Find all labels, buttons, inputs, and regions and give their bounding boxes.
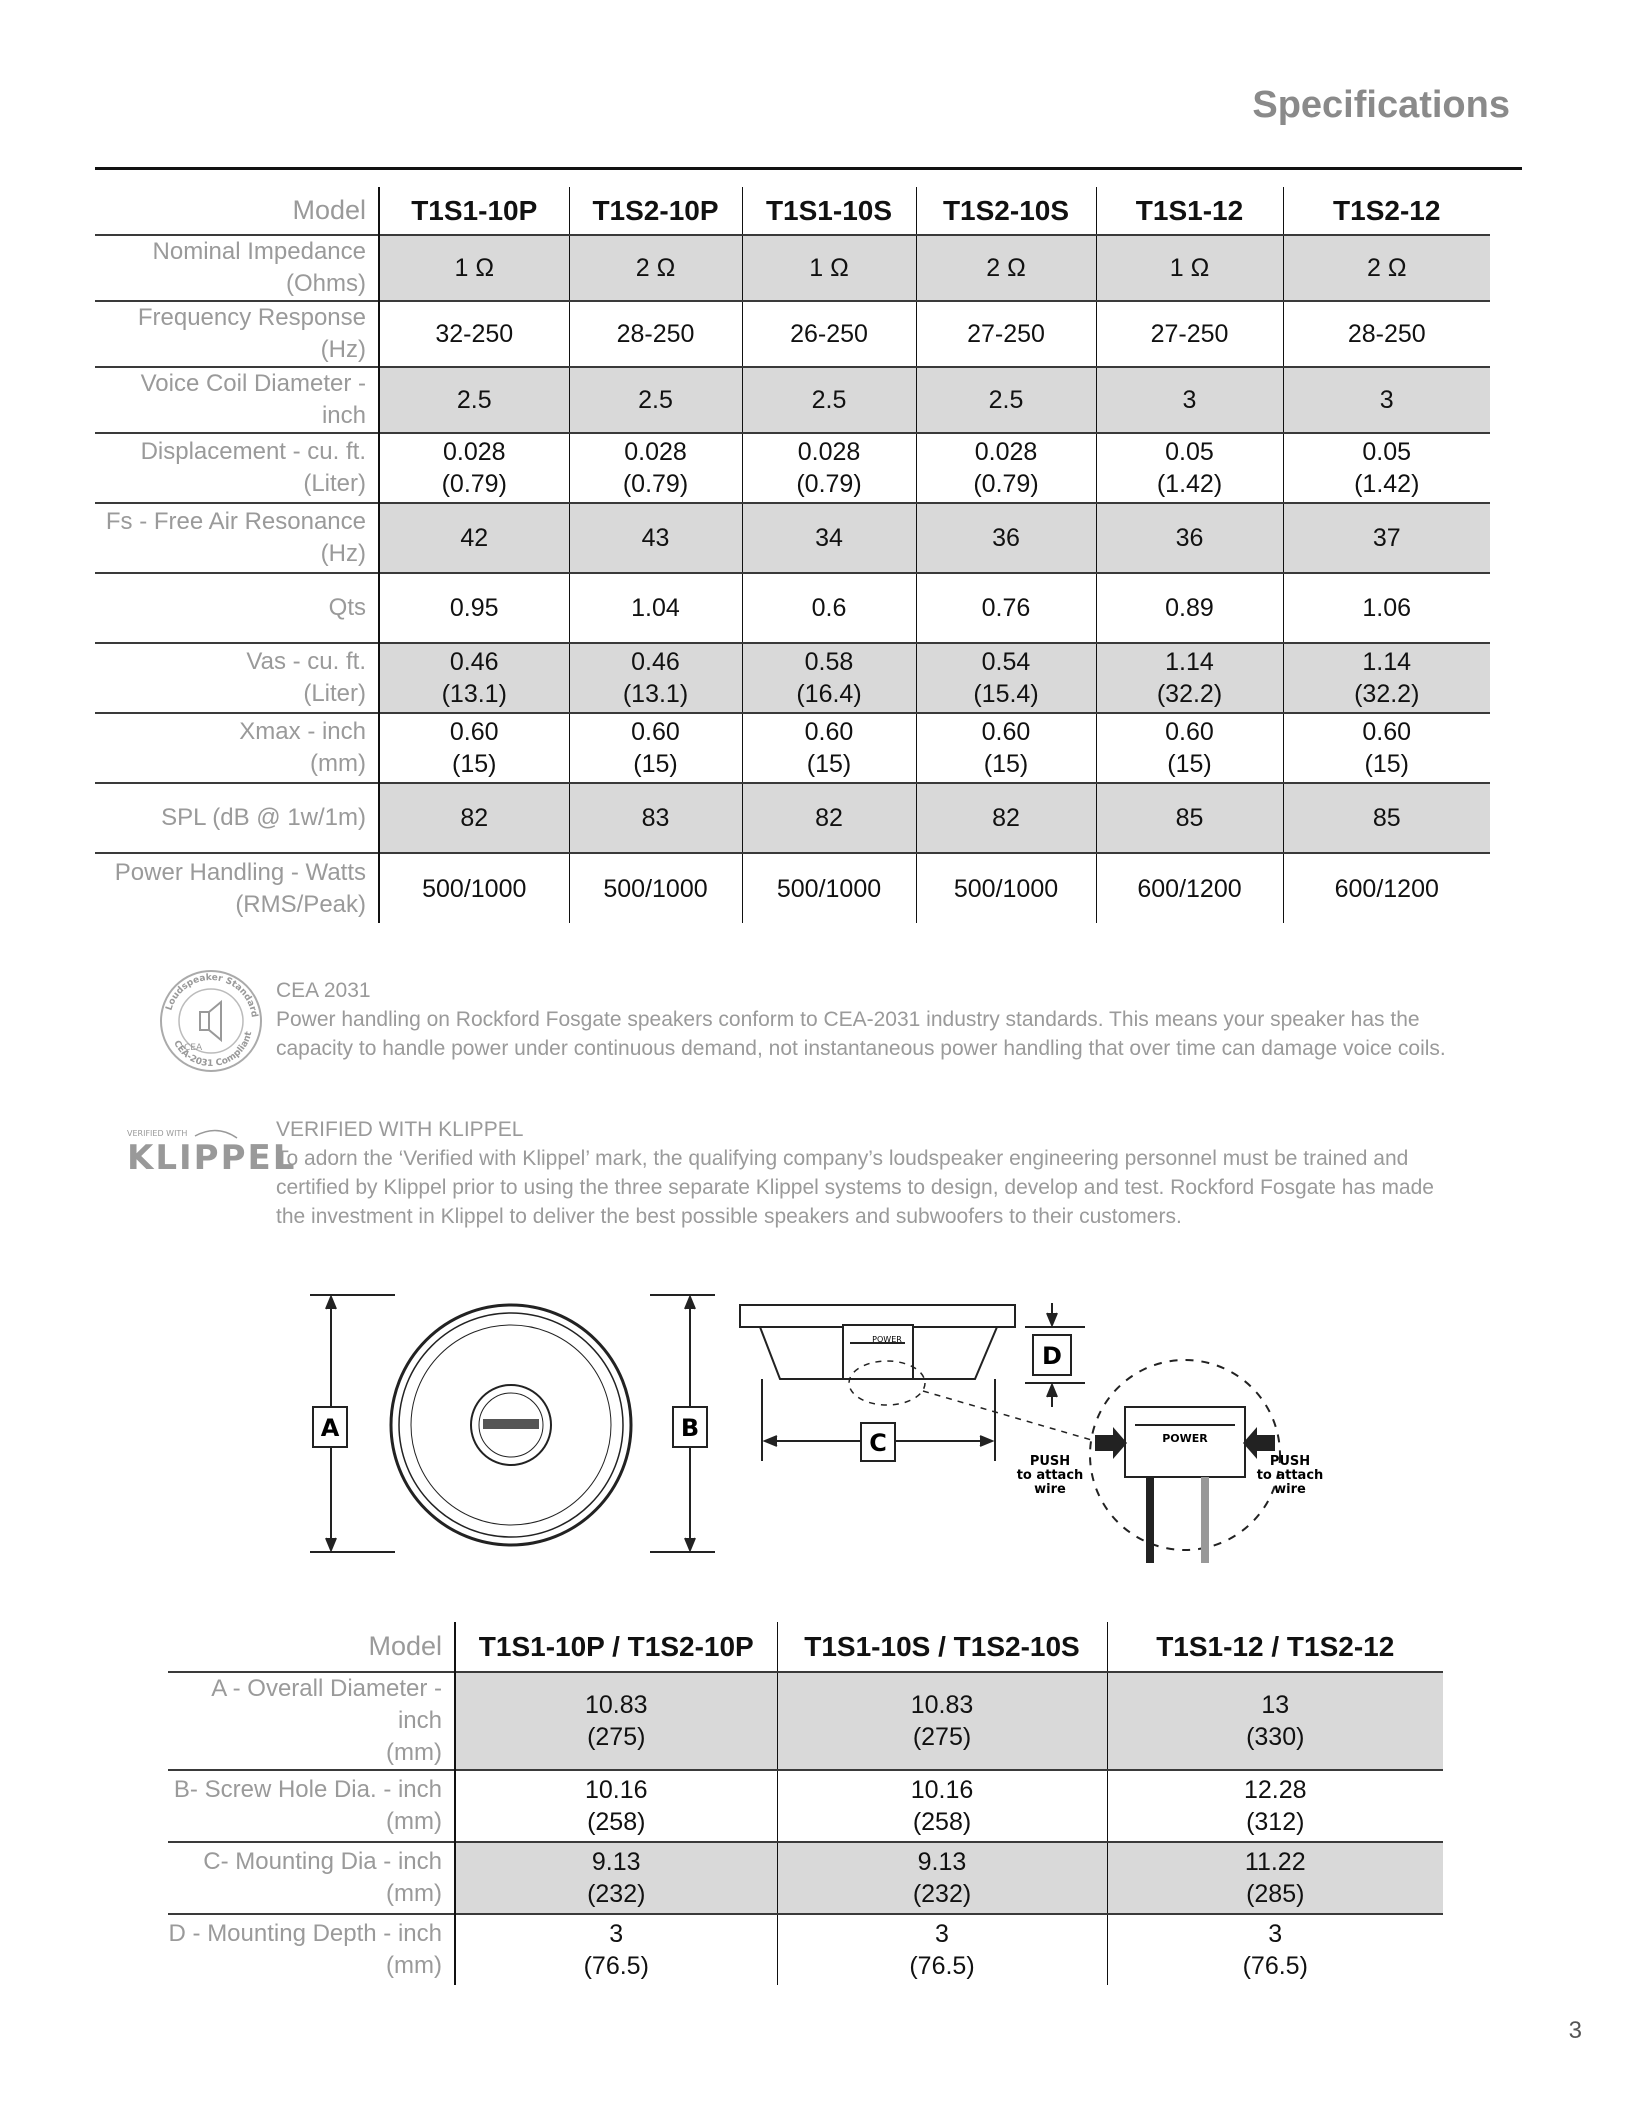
cell-value-line: 82 [460, 804, 489, 832]
table-cell [742, 503, 916, 573]
table-cell [916, 643, 1096, 713]
row-label-line: Fs - Free Air Resonance (Hz) [105, 508, 366, 567]
row-label [95, 853, 379, 923]
row-label [95, 235, 379, 301]
table-cell [1107, 1914, 1443, 1985]
cell-value-line: 3 [935, 1920, 949, 1948]
model-column-header: T1S2-12 [1283, 187, 1490, 235]
table-cell [1283, 573, 1490, 643]
table-cell [569, 433, 742, 503]
cell-value-line: (15) [806, 750, 852, 778]
row-label-line: C- Mounting Dia - inch [203, 1848, 442, 1875]
mounting-dimensions-diagram [305, 1295, 1345, 1575]
model-column-header: T1S2-10P [569, 187, 742, 235]
cell-value-line: 0.05 [1165, 438, 1214, 466]
table-cell [569, 367, 742, 433]
table-row [95, 367, 1490, 433]
klippel-logo [125, 1124, 297, 1180]
side-view-power-text: POWER [872, 1335, 902, 1344]
table-cell [1283, 503, 1490, 573]
cell-value-line: 500/1000 [422, 874, 527, 903]
table-cell [1096, 367, 1283, 433]
cell-value-line: (13.1) [441, 680, 507, 708]
row-label-line: Vas - cu. ft. [246, 648, 366, 675]
row-label-line: (mm) [386, 1808, 442, 1835]
row-label [95, 503, 379, 573]
model-column-header: T1S1-10P [379, 187, 569, 235]
row-label-line: Nominal Impedance (Ohms) [152, 238, 366, 297]
table-cell [777, 1842, 1107, 1914]
cell-value-line: 11.22 [1244, 1848, 1306, 1876]
page-title: Specifications [1252, 84, 1510, 126]
cell-value-line: 32-250 [435, 320, 514, 348]
cell-value-line: (0.79) [622, 470, 689, 498]
push-right-line2: to attach [1256, 1468, 1324, 1483]
cell-value-line: 42 [460, 524, 489, 552]
row-label [95, 713, 379, 783]
table-cell [916, 713, 1096, 783]
row-label [95, 433, 379, 503]
table-cell [742, 433, 916, 503]
cell-value-line: (15) [1364, 750, 1409, 778]
cea-note [276, 976, 1456, 1063]
row-label-line: Qts [328, 594, 366, 621]
table-cell [455, 1842, 777, 1914]
table-cell [1107, 1770, 1443, 1842]
cell-value-line: (232) [912, 1880, 972, 1908]
cell-value-line: (232) [587, 1880, 646, 1908]
cell-value-line: 1 Ω [809, 254, 849, 282]
row-label [168, 1842, 455, 1914]
cell-value-line: (13.1) [622, 680, 689, 708]
cell-value-line: 2 Ω [1366, 254, 1407, 282]
table-cell [1096, 783, 1283, 853]
row-label-line: Xmax - inch [239, 718, 366, 745]
table-cell [569, 503, 742, 573]
table-cell [1283, 713, 1490, 783]
row-label [95, 783, 379, 853]
row-label [168, 1770, 455, 1842]
dimension-b-label: B [680, 1414, 700, 1442]
row-label-line: (mm) [386, 1739, 442, 1766]
cell-value-line: 2 Ω [986, 254, 1026, 282]
row-label-line: (mm) [310, 750, 366, 777]
table-row [168, 1672, 1443, 1770]
table-cell [1096, 853, 1283, 923]
model-column-header: T1S1-10S / T1S2-10S [777, 1622, 1107, 1672]
table-cell [379, 573, 569, 643]
cea-note-text: Power handling on Rockford Fosgate speakers conform to CEA-2031 industry standards. This means your speaker has the capacity to handle power under continuous demand, not instantaneous power handling that over time can damage voice coils. [276, 1008, 1446, 1060]
table-cell [1107, 1672, 1443, 1770]
cell-value-line: 13 [1261, 1691, 1290, 1719]
row-label-line: Voice Coil Diameter - inch [140, 370, 366, 429]
cell-value-line: 34 [815, 524, 843, 552]
push-left-line1: PUSH [1029, 1454, 1071, 1469]
table-row [95, 713, 1490, 783]
cell-value-line: (32.2) [1156, 680, 1223, 708]
table-row [95, 433, 1490, 503]
table-cell [1096, 235, 1283, 301]
cell-value-line: 2.5 [456, 386, 492, 414]
cell-value-line: (1.42) [1354, 470, 1420, 498]
cell-value-line: 0.028 [974, 438, 1038, 466]
cell-value-line: 0.6 [811, 594, 847, 622]
cell-value-line: 36 [992, 524, 1020, 552]
klippel-logo-wordmark: KLIPPEL [127, 1138, 297, 1178]
model-column-header: T1S1-10P / T1S2-10P [455, 1622, 777, 1672]
table-cell [777, 1770, 1107, 1842]
table-cell [1283, 853, 1490, 923]
cell-value-line: 1 Ω [1169, 254, 1210, 282]
detail-power-text: POWER [1162, 1432, 1208, 1445]
cell-value-line: 1.04 [631, 594, 680, 622]
cell-value-line: 1.06 [1362, 594, 1412, 622]
table-cell [916, 235, 1096, 301]
table-row [168, 1842, 1443, 1914]
cell-value-line: (15) [1167, 750, 1212, 778]
table-cell [1283, 235, 1490, 301]
cell-value-line: 1.14 [1362, 648, 1412, 676]
table-cell [379, 713, 569, 783]
cea-logo-mark: CEA [184, 1043, 203, 1053]
table-cell [742, 713, 916, 783]
dimension-d-label: D [1042, 1342, 1062, 1370]
table-cell [569, 573, 742, 643]
table-row [95, 573, 1490, 643]
cell-value-line: 82 [815, 804, 843, 832]
table-cell [455, 1914, 777, 1985]
table-header-row [95, 187, 1490, 235]
cea-logo-bottom-text: CEA-2031 Compliant [171, 1030, 255, 1070]
row-label-line: (Liter) [303, 470, 366, 497]
table-cell [742, 783, 916, 853]
table-cell [455, 1770, 777, 1842]
cell-value-line: (275) [912, 1723, 972, 1751]
cell-value-line: 0.028 [797, 438, 861, 466]
cell-value-line: 85 [1175, 804, 1204, 832]
cell-value-line: 2.5 [811, 386, 847, 414]
table-cell [777, 1914, 1107, 1985]
row-label-line: SPL (dB @ 1w/1m) [161, 804, 366, 831]
table-cell [916, 503, 1096, 573]
cell-value-line: (285) [1246, 1880, 1305, 1908]
table-row [95, 783, 1490, 853]
model-column-header: T1S2-10S [916, 187, 1096, 235]
klippel-note [276, 1115, 1456, 1231]
header-rule [95, 167, 1522, 170]
table-cell [1107, 1842, 1443, 1914]
row-label [95, 367, 379, 433]
cell-value-line: 82 [992, 804, 1020, 832]
row-label-line: A - Overall Diameter - inch [211, 1675, 442, 1734]
row-label-line: (mm) [386, 1880, 442, 1907]
table-cell [916, 367, 1096, 433]
cell-value-line: (76.5) [583, 1952, 649, 1980]
row-label-line: Frequency Response (Hz) [137, 304, 366, 363]
table-cell [1096, 503, 1283, 573]
cell-value-line: 500/1000 [953, 874, 1059, 903]
table-cell [1096, 573, 1283, 643]
cell-value-line: 85 [1372, 804, 1401, 832]
table-row [95, 235, 1490, 301]
table-cell [742, 301, 916, 367]
table-cell [742, 367, 916, 433]
table-cell [916, 853, 1096, 923]
cell-value-line: (1.42) [1156, 470, 1223, 498]
cell-value-line: 10.83 [910, 1691, 974, 1719]
cell-value-line: 3 [1268, 1920, 1283, 1948]
table-cell [569, 643, 742, 713]
row-label [95, 301, 379, 367]
cea-note-title: CEA 2031 [276, 979, 371, 1002]
cell-value-line: 0.95 [449, 594, 499, 622]
cell-value-line: (0.79) [973, 470, 1039, 498]
table-cell [1096, 713, 1283, 783]
cell-value-line: (15) [983, 750, 1029, 778]
row-label [168, 1672, 455, 1770]
cell-value-line: (330) [1246, 1723, 1305, 1751]
table-cell [1283, 301, 1490, 367]
cell-value-line: 10.16 [910, 1776, 974, 1804]
cell-value-line: 0.89 [1165, 594, 1214, 622]
dimension-c-label: C [869, 1429, 887, 1457]
table-cell [379, 433, 569, 503]
push-right-line1: PUSH [1269, 1454, 1311, 1469]
push-right-line3: wire [1274, 1482, 1306, 1497]
svg-text:Loudspeaker Standard [165, 973, 259, 1018]
cell-value-line: 0.028 [624, 438, 687, 466]
table-cell [1283, 783, 1490, 853]
table-cell [379, 783, 569, 853]
cell-value-line: 2.5 [988, 386, 1024, 414]
cell-value-line: 0.76 [981, 594, 1031, 622]
cell-value-line: 500/1000 [776, 874, 882, 903]
cell-value-line: 0.60 [1165, 718, 1214, 746]
table-cell [379, 853, 569, 923]
table-cell [916, 783, 1096, 853]
cell-value-line: 26-250 [790, 320, 868, 348]
table-cell [569, 235, 742, 301]
table-row [95, 301, 1490, 367]
table-cell [379, 235, 569, 301]
specifications-table [95, 187, 1490, 923]
model-column-header: T1S1-12 / T1S2-12 [1107, 1622, 1443, 1672]
model-header-label: Model [168, 1622, 455, 1672]
cell-value-line: 600/1200 [1137, 874, 1242, 903]
row-label [95, 643, 379, 713]
table-cell [379, 503, 569, 573]
cell-value-line: 1 Ω [454, 254, 495, 282]
row-label [168, 1914, 455, 1985]
cell-value-line: (258) [912, 1808, 972, 1836]
model-column-header: T1S1-10S [742, 187, 916, 235]
table-cell [742, 573, 916, 643]
cell-value-line: 36 [1175, 524, 1204, 552]
table-cell [379, 367, 569, 433]
table-row [95, 643, 1490, 713]
push-left-line2: to attach [1016, 1468, 1084, 1483]
cell-value-line: 28-250 [616, 320, 695, 348]
table-row [168, 1914, 1443, 1985]
cell-value-line: 1.14 [1165, 648, 1214, 676]
cell-value-line: (0.79) [441, 470, 507, 498]
row-label-line: B- Screw Hole Dia. - inch [173, 1776, 442, 1803]
cell-value-line: 9.13 [917, 1848, 967, 1876]
cell-value-line: 3 [609, 1920, 624, 1948]
table-cell [1283, 367, 1490, 433]
cell-value-line: 0.58 [804, 648, 854, 676]
cell-value-line: (15) [452, 750, 497, 778]
cell-value-line: 0.60 [1362, 718, 1412, 746]
table-cell [569, 301, 742, 367]
cell-value-line: 43 [641, 524, 670, 552]
cell-value-line: 0.028 [442, 438, 506, 466]
cell-value-line: 0.05 [1362, 438, 1412, 466]
cell-value-line: (15) [633, 750, 678, 778]
cell-value-line: (16.4) [796, 680, 862, 708]
push-left-line3: wire [1034, 1482, 1066, 1497]
table-cell [569, 713, 742, 783]
cea-logo-top-text: Loudspeaker Standard [164, 972, 259, 1019]
table-cell [742, 853, 916, 923]
cell-value-line: 12.28 [1243, 1776, 1307, 1804]
table-cell [916, 433, 1096, 503]
cell-value-line: (15.4) [973, 680, 1039, 708]
row-label-line: (RMS/Peak) [235, 890, 366, 918]
cell-value-line: (275) [587, 1723, 646, 1751]
table-cell [379, 643, 569, 713]
cell-value-line: 28-250 [1347, 320, 1426, 348]
cell-value-line: (258) [587, 1808, 646, 1836]
cell-value-line: 10.83 [584, 1691, 648, 1719]
dimension-a-label: A [320, 1414, 340, 1442]
table-cell [1096, 301, 1283, 367]
cell-value-line: 500/1000 [603, 874, 708, 903]
table-cell [1096, 643, 1283, 713]
row-label [95, 573, 379, 643]
row-label-line: (Liter) [303, 680, 366, 707]
table-cell [916, 301, 1096, 367]
table-cell [916, 573, 1096, 643]
cell-value-line: 83 [641, 804, 670, 832]
table-cell [777, 1672, 1107, 1770]
cell-value-line: 0.54 [981, 648, 1031, 676]
row-label-line: Displacement - cu. ft. [140, 438, 366, 465]
row-label-line: Power Handling - Watts [114, 858, 366, 886]
table-cell [1283, 643, 1490, 713]
table-cell [742, 235, 916, 301]
model-header-label: Model [95, 187, 379, 235]
cea-2031-logo [158, 968, 264, 1074]
cell-value-line: (312) [1246, 1808, 1305, 1836]
cell-value-line: (0.79) [796, 470, 862, 498]
cell-value-line: (32.2) [1354, 680, 1420, 708]
cell-value-line: 3 [1182, 386, 1197, 414]
cell-value-line: (76.5) [909, 1952, 975, 1980]
cell-value-line: 0.60 [804, 718, 854, 746]
page-number: 3 [1568, 2017, 1582, 2044]
table-cell [379, 301, 569, 367]
cell-value-line: 0.60 [631, 718, 680, 746]
cell-value-line: (76.5) [1242, 1952, 1308, 1980]
row-label-line: D - Mounting Depth - inch [168, 1920, 442, 1947]
cell-value-line: 27-250 [1150, 320, 1229, 348]
cell-value-line: 37 [1372, 524, 1401, 552]
table-cell [742, 643, 916, 713]
row-label-line: (mm) [386, 1952, 442, 1979]
cell-value-line: 2.5 [638, 386, 673, 414]
cell-value-line: 2 Ω [635, 254, 676, 282]
push-arrow-left-icon [1095, 1427, 1127, 1459]
klippel-note-title: VERIFIED WITH KLIPPEL [276, 1118, 524, 1141]
table-cell [1096, 433, 1283, 503]
mounting-dimensions-table [168, 1622, 1443, 1985]
table-row [95, 503, 1490, 573]
model-column-header: T1S1-12 [1096, 187, 1283, 235]
table-cell [1283, 433, 1490, 503]
table-row [95, 853, 1490, 923]
cell-value-line: 600/1200 [1334, 874, 1439, 903]
cell-value-line: 0.46 [631, 648, 680, 676]
cell-value-line: 0.46 [449, 648, 499, 676]
klippel-note-text: To adorn the ‘Verified with Klippel’ mark, the qualifying company’s loudspeaker engineering personnel must be trained and certified by Klippel prior to using the three separate Klippel systems to design, develop and test. Rockford Fosgate has made the investment in Klippel to deliver the best possible speakers and subwoofers to their customers. [276, 1147, 1434, 1228]
cell-value-line: 9.13 [591, 1848, 641, 1876]
table-header-row [168, 1622, 1443, 1672]
cell-value-line: 27-250 [967, 320, 1045, 348]
cell-value-line: 0.60 [981, 718, 1031, 746]
cell-value-line: 0.60 [449, 718, 499, 746]
cell-value-line: 3 [1379, 386, 1394, 414]
cell-value-line: 10.16 [584, 1776, 648, 1804]
table-cell [569, 783, 742, 853]
klippel-logo-small-text: VERIFIED WITH [127, 1129, 188, 1138]
table-row [168, 1770, 1443, 1842]
table-cell [455, 1672, 777, 1770]
table-cell [569, 853, 742, 923]
